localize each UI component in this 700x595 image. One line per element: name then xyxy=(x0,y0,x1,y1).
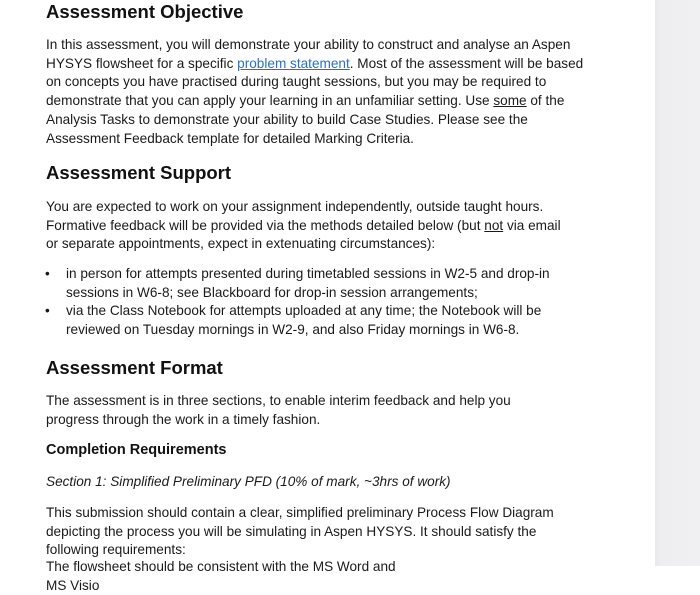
objective-underlined-some: some xyxy=(493,93,527,109)
bullet-text: via the Class Notebook for attempts uploaded at any time; the Notebook will be reviewed on Tuesday mornings in W2-9, and also Friday mornings in W6-8. xyxy=(66,303,542,338)
cut-off-text: The flowsheet should be consistent with the MS Word and MS Visio xyxy=(46,559,396,593)
objective-paragraph xyxy=(46,36,586,148)
bullet-icon: • xyxy=(45,303,50,319)
objective-text-3: of the Analysis Tasks to demonstrate your ability to build Case Studies. Please see the Assessment Feedback template for detailed Marking Criteria. xyxy=(46,93,565,146)
problem-statement-link[interactable]: problem statement xyxy=(237,55,350,71)
list-item xyxy=(46,302,566,339)
support-underlined-not: not xyxy=(484,217,504,233)
support-text-2: via email or separate appointments, expect in extenuating circumstances): xyxy=(46,217,561,252)
format-paragraph: The assessment is in three sections, to enable interim feedback and help you progress through the work in a timely fashion. xyxy=(46,393,511,427)
bullet-icon: • xyxy=(45,266,50,281)
heading-assessment-format: Assessment Format xyxy=(46,357,223,378)
objective-text-1: In this assessment, you will demonstrate your ability to construct and analyse an Aspen HYSYS flowsheet for a specific xyxy=(46,37,571,71)
bullet-text: in person for attempts presented during timetabled sessions in W2-5 and drop-in sessions in W6-8; see Blackboard for drop-in session arrangements; xyxy=(66,266,550,300)
section1-body: This submission should contain a clear, simplified preliminary Process Flow Diagram depicting the process you will be simulating in Aspen HYSYS. It should satisfy the following requirements: xyxy=(46,505,554,558)
list-item xyxy=(46,265,566,302)
heading-completion-requirements: Completion Requirements xyxy=(46,442,227,458)
section1-title: Section 1: Simplified Preliminary PFD (10% of mark, ~3hrs of work) xyxy=(46,474,451,489)
support-bullet-list xyxy=(46,265,566,340)
heading-assessment-support: Assessment Support xyxy=(46,162,232,183)
support-text-1: You are expected to work on your assignment independently, outside taught hours. Formative feedback will be provided via the methods detailed below (but xyxy=(46,199,544,233)
page-gutter xyxy=(655,0,700,566)
cut-off-line xyxy=(46,558,406,593)
support-paragraph xyxy=(46,198,576,254)
objective-text-2: . Most of the assessment will be based on concepts you have practised during taught sessions, but you may be required to demonstrate that you can apply your learning in an unfamiliar setting. Use xyxy=(46,55,584,109)
heading-assessment-objective: Assessment Objective xyxy=(46,1,244,22)
